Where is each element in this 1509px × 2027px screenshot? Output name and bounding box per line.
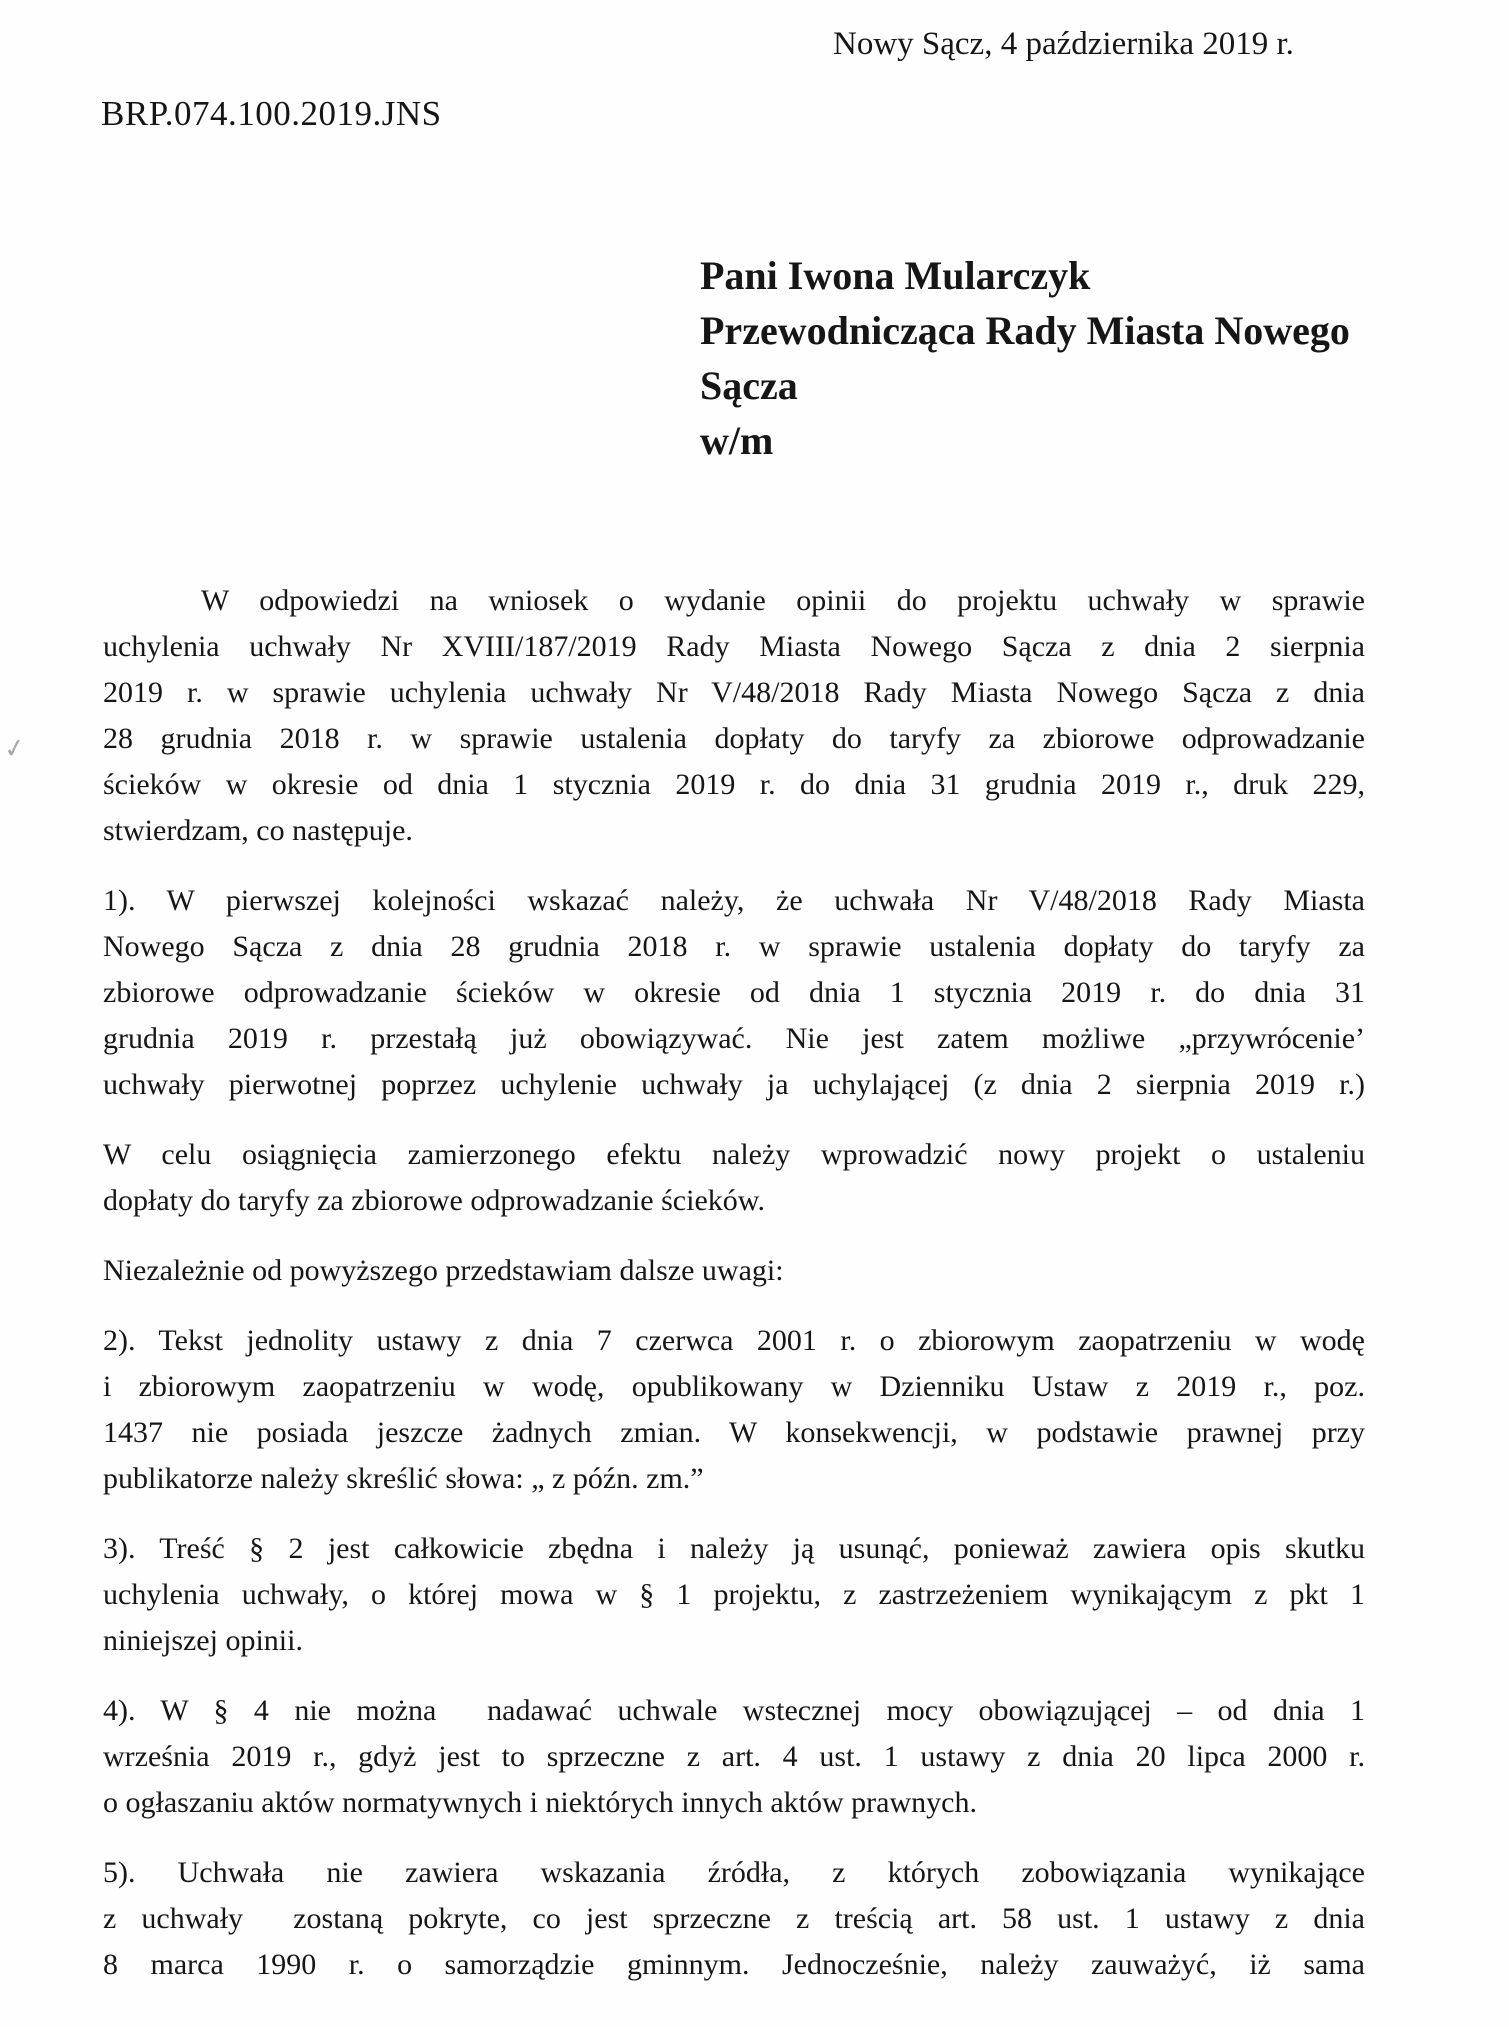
- date-line: Nowy Sącz, 4 października 2019 r.: [833, 26, 1294, 62]
- paragraph: [103, 578, 1365, 854]
- recipient-line: Sącza: [700, 363, 798, 408]
- paragraph: [103, 1688, 1365, 1826]
- reference-number: BRP.074.100.2019.JNS: [101, 94, 442, 133]
- paragraph: [103, 1248, 1365, 1294]
- text-line: W celu osiągnięcia zamierzonego efektu należy wprowadzić nowy projekt o ustaleniu: [103, 1138, 1365, 1171]
- text-line: publikatorze należy skreślić słowa: „ z późn. zm.”: [103, 1462, 704, 1495]
- text-line: 2019 r. w sprawie uchylenia uchwały Nr V/48/2018 Rady Miasta Nowego Sącza z dnia: [103, 676, 1365, 709]
- text-line: grudnia 2019 r. przestałą już obowiązywać. Nie jest zatem możliwe „przywrócenie’: [103, 1022, 1365, 1055]
- text-line: 1). W pierwszej kolejności wskazać należy, że uchwała Nr V/48/2018 Rady Miasta: [103, 884, 1365, 917]
- recipient-line: w/m: [700, 418, 774, 463]
- text-line: dopłaty do taryfy za zbiorowe odprowadzanie ścieków.: [103, 1184, 765, 1217]
- text-line: uchylenia uchwały Nr XVIII/187/2019 Rady Miasta Nowego Sącza z dnia 2 sierpnia: [103, 630, 1365, 663]
- paragraph: [103, 1318, 1365, 1502]
- text-line: 2). Tekst jednolity ustawy z dnia 7 czerwca 2001 r. o zbiorowym zaopatrzeniu w wodę: [103, 1324, 1365, 1357]
- margin-checkmark-icon: ✓: [1, 732, 29, 766]
- text-line: W odpowiedzi na wniosek o wydanie opinii do projektu uchwały w sprawie: [201, 584, 1365, 617]
- recipient-block: [700, 248, 1350, 468]
- paragraph: [103, 1132, 1365, 1224]
- text-line: Nowego Sącza z dnia 28 grudnia 2018 r. w sprawie ustalenia dopłaty do taryfy za: [103, 930, 1365, 963]
- text-line: zbiorowe odprowadzanie ścieków w okresie od dnia 1 stycznia 2019 r. do dnia 31: [103, 976, 1365, 1009]
- text-line: niniejszej opinii.: [103, 1624, 303, 1657]
- recipient-line: Pani Iwona Mularczyk: [700, 253, 1091, 298]
- text-line: 8 marca 1990 r. o samorządzie gminnym. Jednocześnie, należy zauważyć, iż sama: [103, 1948, 1365, 1981]
- text-line: ścieków w okresie od dnia 1 stycznia 2019 r. do dnia 31 grudnia 2019 r., druk 229,: [103, 768, 1365, 801]
- text-line: uchwały pierwotnej poprzez uchylenie uchwały ja uchylającej (z dnia 2 sierpnia 2019 r.): [103, 1068, 1365, 1101]
- text-line: 28 grudnia 2018 r. w sprawie ustalenia dopłaty do taryfy za zbiorowe odprowadzanie: [103, 722, 1365, 755]
- text-line: 4). W § 4 nie można nadawać uchwale wstecznej mocy obowiązującej – od dnia 1: [103, 1694, 1365, 1727]
- text-line: września 2019 r., gdyż jest to sprzeczne z art. 4 ust. 1 ustawy z dnia 20 lipca 2000 r.: [103, 1740, 1365, 1773]
- text-line: z uchwały zostaną pokryte, co jest sprzeczne z treścią art. 58 ust. 1 ustawy z dnia: [103, 1902, 1365, 1935]
- text-line: 1437 nie posiada jeszcze żadnych zmian. W konsekwencji, w podstawie prawnej przy: [103, 1416, 1365, 1449]
- text-line: Niezależnie od powyższego przedstawiam dalsze uwagi:: [103, 1254, 784, 1287]
- text-line: i zbiorowym zaopatrzeniu w wodę, opublikowany w Dzienniku Ustaw z 2019 r., poz.: [103, 1370, 1365, 1403]
- recipient-line: Przewodnicząca Rady Miasta Nowego: [700, 308, 1350, 353]
- document-body: [103, 578, 1365, 2012]
- paragraph: [103, 878, 1365, 1108]
- text-line: 3). Treść § 2 jest całkowicie zbędna i należy ją usunąć, ponieważ zawiera opis skutku: [103, 1532, 1365, 1565]
- text-line: stwierdzam, co następuje.: [103, 814, 413, 847]
- paragraph: [103, 1850, 1365, 1988]
- text-line: 5). Uchwała nie zawiera wskazania źródła, z których zobowiązania wynikające: [103, 1856, 1365, 1889]
- text-line: o ogłaszaniu aktów normatywnych i niektórych innych aktów prawnych.: [103, 1786, 977, 1819]
- paragraph: [103, 1526, 1365, 1664]
- text-line: uchylenia uchwały, o której mowa w § 1 projektu, z zastrzeżeniem wynikającym z pkt 1: [103, 1578, 1365, 1611]
